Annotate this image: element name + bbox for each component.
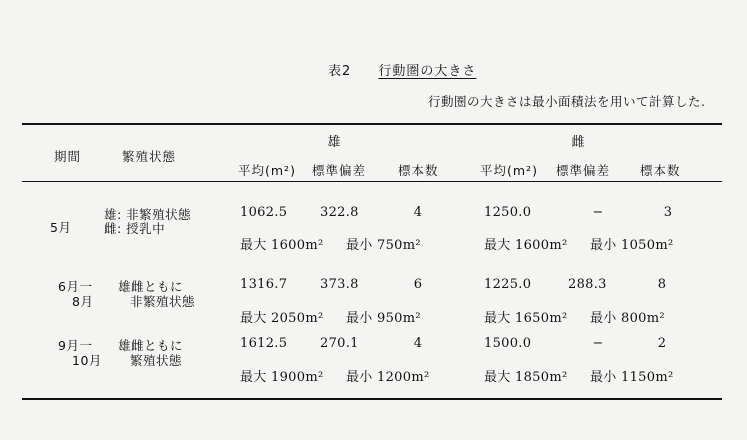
row-2-male-n: 6 [413,277,423,292]
row-2-status-line-1: 雄雌ともに [118,279,184,294]
header-female-n: 標本数 [640,163,681,178]
row-3-female-sd: − [592,336,604,351]
row-3-male-max: 最大 1900m² [240,370,324,385]
row-2-female-sd: 288.3 [568,277,607,292]
row-2-status-line-2: 非繁殖状態 [130,294,196,309]
row-1-male-sd: 322.8 [320,205,359,220]
row-3-male-mean: 1612.5 [240,336,288,351]
table-name: 行動圏の大きさ [378,64,477,79]
row-1-female-min: 最小 1050m² [590,238,674,253]
header-male-mean: 平均(m²) [238,163,296,178]
table-note: 行動圏の大きさは最小面積法を用いて計算した. [428,94,706,109]
row-2-male-max: 最大 2050m² [240,311,324,326]
header-period: 期間 [54,149,82,164]
row-2-female-min: 最小 800m² [590,311,665,326]
row-3-status-line-2: 繁殖状態 [130,353,183,368]
row-2-female-mean: 1225.0 [484,277,532,292]
row-2-male-mean: 1316.7 [240,277,288,292]
row-1-status-line-1: 雄: 非繁殖状態 [104,207,192,222]
row-1-male-max: 最大 1600m² [240,238,324,253]
row-3-female-mean: 1500.0 [484,336,532,351]
table-title [328,60,476,79]
row-3-female-max: 最大 1850m² [484,370,568,385]
row-1-male-min: 最小 750m² [346,238,421,253]
header-female: 雌 [571,135,585,150]
header-status: 繁殖状態 [122,149,177,164]
row-1-female-sd: − [592,205,604,220]
row-3-status-line-1: 雄雌ともに [118,338,184,353]
header-female-mean: 平均(m²) [480,163,538,178]
row-3-male-min: 最小 1200m² [346,370,430,385]
row-3-female-n: 2 [657,336,667,351]
header-female-sd: 標準偏差 [556,163,611,178]
row-3-female-min: 最小 1150m² [590,370,674,385]
row-3-male-sd: 270.1 [320,336,359,351]
row-3-period-line-1: 9月一 [58,338,93,353]
header-male: 雄 [327,135,341,150]
row-2-female-n: 8 [657,277,667,292]
row-1-female-n: 3 [663,205,673,220]
header-male-n: 標本数 [398,163,439,178]
table-number: 表2 [328,64,352,79]
header-male-sd: 標準偏差 [312,163,367,178]
row-2-period-line-2: 8月 [72,294,94,309]
row-2-male-min: 最小 950m² [346,311,421,326]
row-2-period-line-1: 6月一 [58,279,93,294]
table-top-rule [22,123,722,125]
row-1-male-mean: 1062.5 [240,205,288,220]
row-3-male-n: 4 [413,336,423,351]
row-2-female-max: 最大 1650m² [484,311,568,326]
header-rule [22,181,722,182]
row-1-female-max: 最大 1600m² [484,238,568,253]
row-1-female-mean: 1250.0 [484,205,532,220]
row-1-status-line-2: 雌: 授乳中 [104,221,166,236]
table-bottom-rule [22,398,722,400]
row-3-period-line-2: 10月 [72,353,102,368]
row-1-male-n: 4 [413,205,423,220]
row-1-period: 5月 [50,220,72,235]
row-2-male-sd: 373.8 [320,277,359,292]
